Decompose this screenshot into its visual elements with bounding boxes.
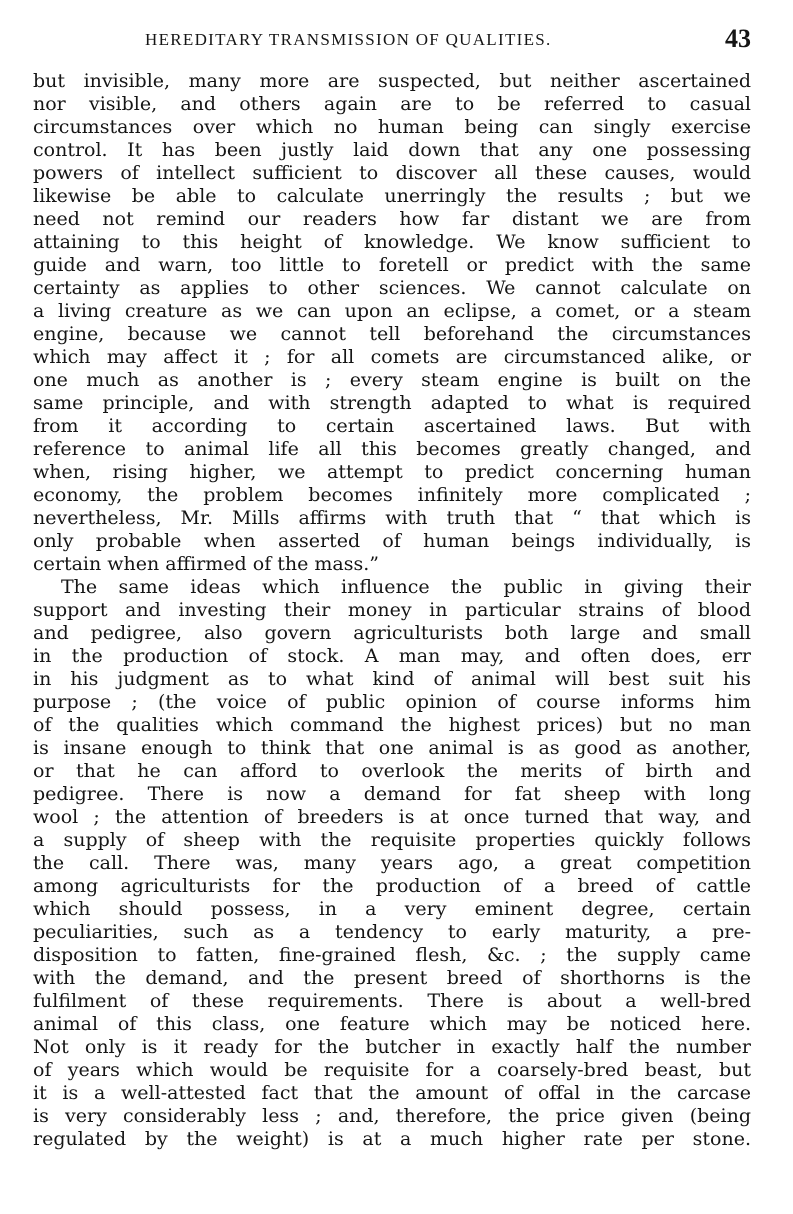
text-line: same principle, and with strength adapted to what is required <box>33 392 751 414</box>
text-line: a supply of sheep with the requisite properties quickly follows <box>33 829 751 851</box>
text-line: Not only is it ready for the butcher in exactly half the number <box>33 1036 751 1058</box>
page-number: 43 <box>725 24 751 53</box>
text-line: powers of intellect sufficient to discover all these causes, would <box>33 162 751 184</box>
text-line: certainty as applies to other sciences. We cannot calculate on <box>33 277 751 299</box>
text-line: one much as another is ; every steam engine is built on the <box>33 369 751 391</box>
text-line: and pedigree, also govern agriculturists both large and small <box>33 622 751 644</box>
running-head <box>0 24 793 54</box>
text-line: of the qualities which command the highest prices) but no man <box>33 714 751 736</box>
text-line: which should possess, in a very eminent degree, certain <box>33 898 751 920</box>
text-line: guide and warn, too little to foretell or predict with the same <box>33 254 751 276</box>
text-line: need not remind our readers how far distant we are from <box>33 208 751 230</box>
text-line: of years which would be requisite for a coarsely-bred beast, but <box>33 1059 751 1081</box>
text-line: support and investing their money in particular strains of blood <box>33 599 751 621</box>
text-line: with the demand, and the present breed of shorthorns is the <box>33 967 751 989</box>
running-title: HEREDITARY TRANSMISSION OF QUALITIES. <box>145 30 552 49</box>
text-line: peculiarities, such as a tendency to early maturity, a pre- <box>33 921 751 943</box>
paragraph-last-line: certain when affirmed of the mass.” <box>33 553 380 575</box>
text-line: likewise be able to calculate unerringly the results ; but we <box>33 185 751 207</box>
text-line: purpose ; (the voice of public opinion of course informs him <box>33 691 751 713</box>
text-line: which may affect it ; for all comets are circumstanced alike, or <box>33 346 751 368</box>
text-line: or that he can afford to overlook the merits of birth and <box>33 760 751 782</box>
text-line: the call. There was, many years ago, a great competition <box>33 852 751 874</box>
text-line: disposition to fatten, fine-grained flesh, &c. ; the supply came <box>33 944 751 966</box>
text-line: a living creature as we can upon an eclipse, a comet, or a steam <box>33 300 751 322</box>
text-line: is insane enough to think that one animal is as good as another, <box>33 737 751 759</box>
text-line: regulated by the weight) is at a much higher rate per stone. <box>33 1128 751 1150</box>
text-line: attaining to this height of knowledge. We know sufficient to <box>33 231 751 253</box>
text-line: is very considerably less ; and, therefore, the price given (being <box>33 1105 751 1127</box>
text-line: only probable when asserted of human beings individually, is <box>33 530 751 552</box>
text-line: fulfilment of these requirements. There is about a well-bred <box>33 990 751 1012</box>
text-line: it is a well-attested fact that the amount of offal in the carcase <box>33 1082 751 1104</box>
text-line: in the production of stock. A man may, and often does, err <box>33 645 751 667</box>
text-line: among agriculturists for the production of a breed of cattle <box>33 875 751 897</box>
text-line: from it according to certain ascertained laws. But with <box>33 415 751 437</box>
text-line: engine, because we cannot tell beforehand the circumstances <box>33 323 751 345</box>
text-line: reference to animal life all this becomes greatly changed, and <box>33 438 751 460</box>
text-line: when, rising higher, we attempt to predict concerning human <box>33 461 751 483</box>
text-line: but invisible, many more are suspected, but neither ascertained <box>33 70 751 92</box>
paragraph-first-line: The same ideas which influence the public in giving their <box>61 576 751 598</box>
text-line: animal of this class, one feature which may be noticed here. <box>33 1013 751 1035</box>
text-line: nor visible, and others again are to be referred to casual <box>33 93 751 115</box>
text-line: economy, the problem becomes infinitely more complicated ; <box>33 484 751 506</box>
text-line: nevertheless, Mr. Mills affirms with truth that “ that which is <box>33 507 751 529</box>
text-line: in his judgment as to what kind of animal will best suit his <box>33 668 751 690</box>
text-line: pedigree. There is now a demand for fat sheep with long <box>33 783 751 805</box>
text-line: circumstances over which no human being can singly exercise <box>33 116 751 138</box>
text-line: wool ; the attention of breeders is at once turned that way, and <box>33 806 751 828</box>
text-line: control. It has been justly laid down that any one possessing <box>33 139 751 161</box>
